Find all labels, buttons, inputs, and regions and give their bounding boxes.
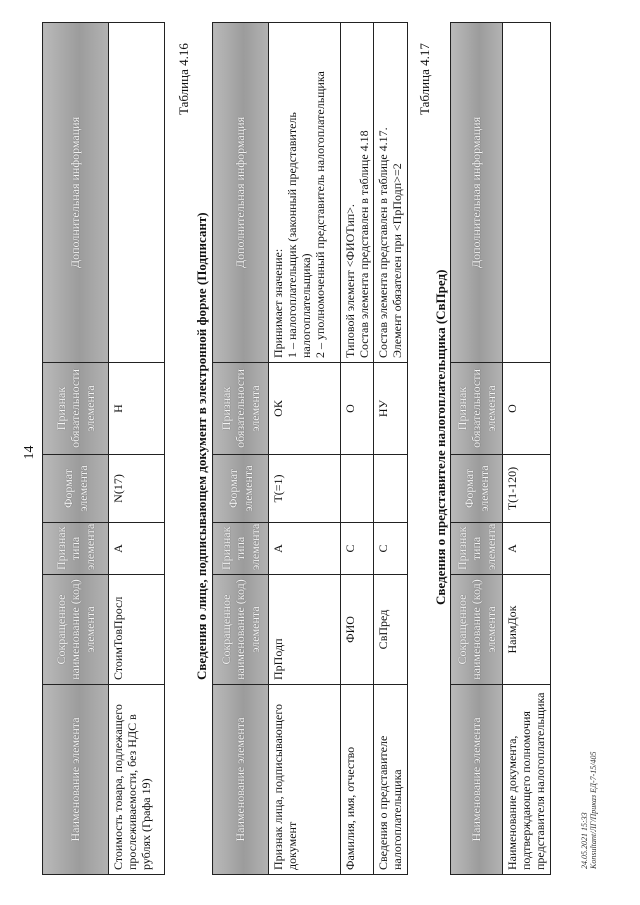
cell-info: [269, 23, 341, 363]
info-line: 1 – налогоплательщик (законный представитель налогоплательщика): [285, 112, 314, 358]
footer-stamp: [580, 752, 598, 870]
header-type: Признак типа элемента: [43, 523, 109, 575]
info-line: Состав элемента представлен в таблице 4.18: [357, 130, 372, 358]
cell-type: А: [503, 523, 551, 575]
cell-name: Признак лица, подписывающего документ: [269, 685, 341, 875]
cell-required: О: [503, 363, 551, 455]
cell-type: С: [341, 523, 374, 575]
table-row: [269, 23, 341, 875]
cell-type: А: [269, 523, 341, 575]
header-code: Сокращенное наименование (код) элемента: [213, 575, 269, 685]
table-continuation: [42, 22, 165, 875]
cell-format: T(=1): [269, 455, 341, 523]
table-4-17-caption: Сведения о представителе налогоплательщика (СвПред): [433, 269, 448, 605]
table-header-row: [213, 23, 269, 875]
header-info: Дополнительная информация: [213, 23, 269, 363]
cell-name: Стоимость товара, подлежащего прослеживаемости, без НДС в рублях (Графа 19): [109, 685, 165, 875]
table-4-17: [450, 22, 551, 875]
table-row: [503, 23, 551, 875]
header-format: Формат элемента: [451, 455, 503, 523]
header-required: Признак обязательности элемента: [451, 363, 503, 455]
cell-required: НУ: [374, 363, 408, 455]
header-name: Наименование элемента: [43, 685, 109, 875]
cell-name: Сведения о представителе налогоплательщика: [374, 685, 408, 875]
info-line: Типовой элемент <ФИОТип>.: [343, 204, 357, 358]
header-required: Признак обязательности элемента: [43, 363, 109, 455]
header-format: Формат элемента: [213, 455, 269, 523]
table-4-16-caption: Сведения о лице, подписывающем документ в электронной форме (Подписант): [194, 212, 209, 680]
cell-code: НаимДок: [503, 575, 551, 685]
page-number: 14: [22, 445, 37, 460]
cell-info: [109, 23, 165, 363]
header-type: Признак типа элемента: [213, 523, 269, 575]
cell-format: [341, 455, 374, 523]
header-code: Сокращенное наименование (код) элемента: [43, 575, 109, 685]
cell-info: [503, 23, 551, 363]
header-format: Формат элемента: [43, 455, 109, 523]
cell-type: А: [109, 523, 165, 575]
cell-code: СвПред: [374, 575, 408, 685]
cell-required: Н: [109, 363, 165, 455]
table-header-row: [43, 23, 109, 875]
table-row: [341, 23, 374, 875]
table-4-16-label: Таблица 4.16: [176, 43, 191, 115]
cell-format: [374, 455, 408, 523]
cell-code: СтоимТовПросл: [109, 575, 165, 685]
cell-format: T(1-120): [503, 455, 551, 523]
table-header-row: [451, 23, 503, 875]
cell-code: ФИО: [341, 575, 374, 685]
table-4-17-label: Таблица 4.17: [417, 43, 432, 115]
header-code: Сокращенное наименование (код) элемента: [451, 575, 503, 685]
cell-required: ОК: [269, 363, 341, 455]
header-required: Признак обязательности элемента: [213, 363, 269, 455]
footer-source: Konsultant/ЛГ/Приказ ЕД-7-15/405: [589, 751, 598, 869]
table-row: [109, 23, 165, 875]
cell-code: ПрПодп: [269, 575, 341, 685]
cell-name: Фамилия, имя, отчество: [341, 685, 374, 875]
footer-date: 24.05.2021 15:33: [580, 812, 589, 869]
info-line: Элемент обязателен при <ПрПодп>=2: [390, 163, 405, 358]
cell-type: С: [374, 523, 408, 575]
header-name: Наименование элемента: [451, 685, 503, 875]
table-4-16: [212, 22, 408, 875]
info-line: Принимает значение:: [271, 248, 285, 358]
header-type: Признак типа элемента: [451, 523, 503, 575]
info-line: Состав элемента представлен в таблице 4.17.: [376, 127, 391, 358]
cell-required: О: [341, 363, 374, 455]
cell-format: N(17): [109, 455, 165, 523]
info-line: 2 – уполномоченный представитель налогоплательщика: [313, 71, 328, 358]
table-row: [374, 23, 408, 875]
header-name: Наименование элемента: [213, 685, 269, 875]
header-info: Дополнительная информация: [451, 23, 503, 363]
cell-name: Наименование документа, подтверждающего полномочия представителя налогоплательщика: [503, 685, 551, 875]
cell-info: [374, 23, 408, 363]
header-info: Дополнительная информация: [43, 23, 109, 363]
cell-info: [341, 23, 374, 363]
